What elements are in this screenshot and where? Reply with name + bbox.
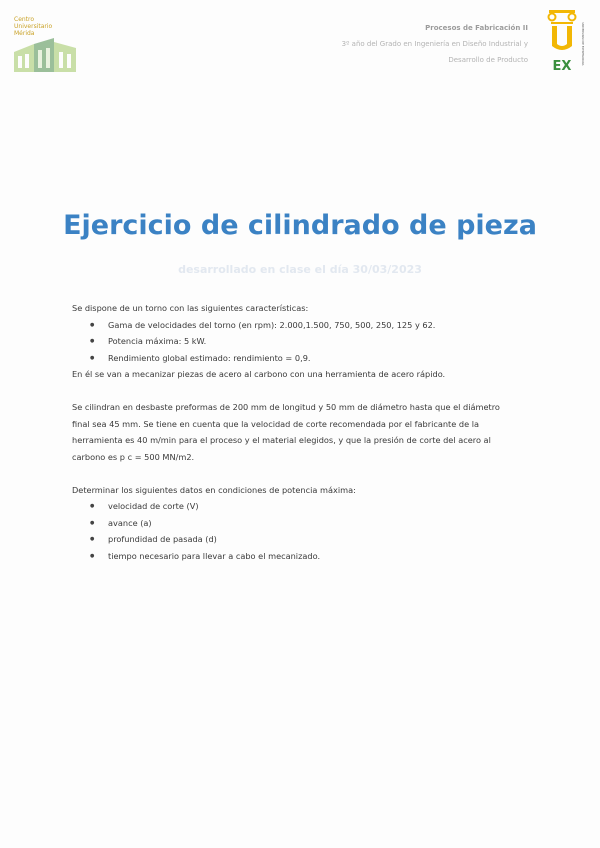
uex-side-text: UNIVERSIDAD DE EXTREMADURA: [581, 22, 584, 66]
uex-letters: EX: [552, 59, 572, 72]
page-title: Ejercicio de cilindrado de pieza: [63, 210, 537, 241]
list-item: ● tiempo necesario para llevar a cabo el mecanizado.: [108, 548, 532, 565]
centro-universitario-logo: [12, 16, 82, 74]
paragraph-line: herramienta es 40 m/min para el proceso y el material elegidos, y que la presión de corte del acero al: [72, 435, 491, 445]
course-name: Procesos de Fabricación II: [425, 24, 528, 32]
uex-logo: [546, 8, 586, 72]
building-icon: [12, 38, 78, 74]
intro-text: Se dispone de un torno con las siguientes características:: [72, 303, 309, 313]
logo-line-1: Centro: [14, 16, 35, 23]
list-item: ● Rendimiento global estimado: rendimiento = 0,9.: [108, 350, 532, 367]
paragraph-line: carbono es p c = 500 MN/m2.: [72, 451, 195, 462]
list-item: ● Potencia máxima: 5 kW.: [108, 333, 532, 350]
determine-text: Determinar los siguientes datos en condiciones de potencia máxima:: [72, 484, 356, 495]
list-item: ● profundidad de pasada (d): [108, 531, 532, 548]
paragraph-line: Se cilindran en desbaste preformas de 200 mm de longitud y 50 mm de diámetro hasta que el diámetro: [72, 402, 500, 412]
logo-line-2: Universitario: [14, 23, 53, 30]
degree-line-1: 3º año del Grado en Ingeniería en Diseño Industrial y: [341, 40, 528, 48]
list-item: ● velocidad de corte (V): [108, 498, 532, 515]
document-header: [342, 20, 528, 68]
features-list: [72, 317, 532, 367]
logo-line-3: Mérida: [14, 30, 35, 37]
exercise-body: [72, 300, 532, 564]
page-subtitle: desarrollado en clase el día 30/03/2023: [178, 263, 422, 276]
paragraph-line: final sea 45 mm. Se tiene en cuenta que la velocidad de corte recomendada por el fabricante de la: [72, 418, 480, 429]
list-item: ● Gama de velocidades del torno (en rpm): 2.000,1.500, 750, 500, 250, 125 y 62.: [108, 317, 532, 334]
degree-line-2: Desarrollo de Producto: [448, 56, 528, 64]
uex-emblem-icon: [546, 8, 586, 72]
list-item: ● avance (a): [108, 515, 532, 532]
after-features-text: En él se van a mecanizar piezas de acero al carbono con una herramienta de acero rápido.: [72, 369, 446, 379]
tasks-list: [72, 498, 532, 564]
